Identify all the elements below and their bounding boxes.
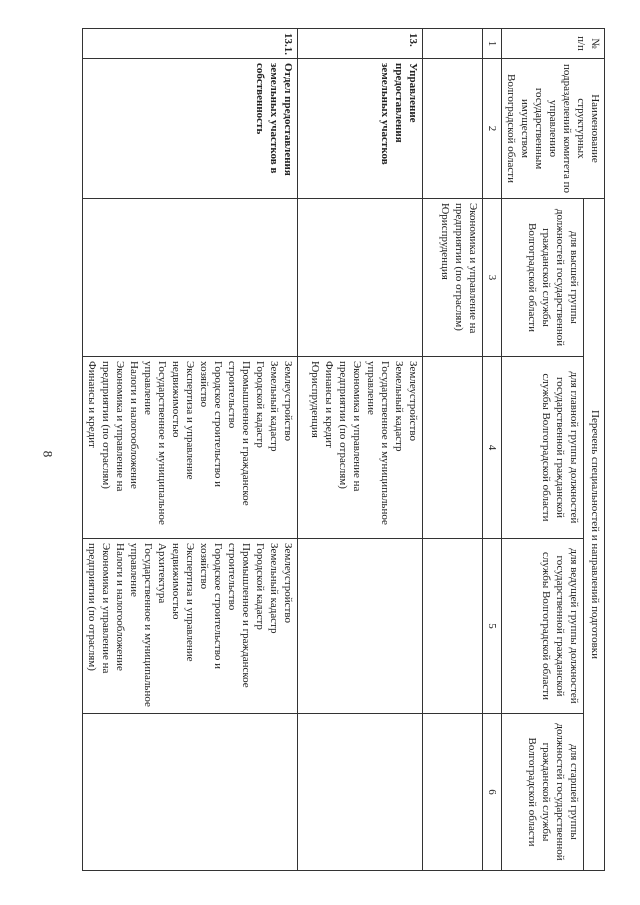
table-row (298, 29, 423, 871)
specialty-item: Финансы и кредит (323, 361, 335, 448)
specialty-item: Промышленное и гражданское строительство (226, 543, 252, 688)
column-number: 4 (483, 357, 502, 539)
specialty-item: Городской кадастр (254, 361, 266, 448)
specialty-item: Архитектура (156, 543, 168, 604)
header-specialty-list: Перечень специальностей и направлений подготовки (584, 199, 605, 871)
specialties-cell (83, 357, 298, 539)
specialty-item: Земельный кадастр (268, 543, 280, 634)
specialty-item: Налоги и налогообложение (128, 361, 140, 489)
table-cell (423, 29, 483, 59)
specialty-item: Экспертиза и управление недвижимостью (170, 543, 196, 662)
header-number: № п/п (502, 29, 605, 59)
table-cell (83, 199, 298, 357)
rotated-page (65, 28, 605, 870)
specialty-item: Экономика и управление на предприятии (по отраслям) (86, 543, 112, 674)
table-cell (423, 59, 483, 199)
header-senior-group: для старшей группы должностей государственной гражданской службы Волгоградской области (502, 714, 584, 871)
specialties-cell (298, 357, 423, 539)
column-number: 5 (483, 539, 502, 714)
row-number: 13. (298, 29, 423, 59)
specialty-item: Экономика и управление на предприятии (по отраслям) (453, 203, 479, 334)
table-row (423, 29, 483, 871)
specialty-item: Земельный кадастр (393, 361, 405, 452)
specialty-item: Городское строительство и хозяйство (198, 543, 224, 669)
specialty-item: Государственное и муниципальное управление (365, 361, 391, 525)
header-highest-group: для высшей группы должностей государственной гражданской службы Волгоградской области (502, 199, 584, 357)
row-number: 13.1. (83, 29, 298, 59)
table-row (83, 29, 298, 871)
table-cell (423, 539, 483, 714)
table-cell (83, 714, 298, 871)
subdivision-name: Управление предоставления земельных участков (298, 59, 423, 199)
table-cell (298, 539, 423, 714)
specialties-cell (423, 199, 483, 357)
specialty-item: Экономика и управление на предприятии (по отраслям) (337, 361, 363, 492)
specialty-item: Экспертиза и управление недвижимостью (170, 361, 196, 480)
specialty-item: Городской кадастр (254, 543, 266, 630)
specialty-item: Юриспруденция (309, 361, 321, 438)
specialty-item: Финансы и кредит (86, 361, 98, 448)
specialty-item: Землеустройство (282, 361, 294, 441)
specialty-item: Землеустройство (282, 543, 294, 623)
subdivision-name: Отдел предоставления земельных участков в собственность (83, 59, 298, 199)
specialties-cell (83, 539, 298, 714)
specialty-item: Юриспруденция (439, 203, 451, 280)
table-cell (298, 199, 423, 357)
column-number: 6 (483, 714, 502, 871)
column-number: 1 (483, 29, 502, 59)
specialty-item: Городское строительство и хозяйство (198, 361, 224, 487)
page-number: 8 (40, 450, 56, 458)
header-leading-group: для ведущей группы должностей государственной гражданской службы Волгоградской области (502, 539, 584, 714)
specialty-item: Промышленное и гражданское строительство (226, 361, 252, 506)
header-subdivision-name: Наименование структурных подразделений комитета по управлению государственным имуществом Волгоградской области (502, 59, 605, 199)
specialty-item: Государственное и муниципальное управление (128, 543, 154, 707)
specialty-item: Налоги и налогообложение (114, 543, 126, 671)
table-cell (423, 357, 483, 539)
specialty-item: Земельный кадастр (268, 361, 280, 452)
specialty-item: Государственное и муниципальное управление (142, 361, 168, 525)
table-cell (298, 714, 423, 871)
column-number: 2 (483, 59, 502, 199)
specialty-item: Землеустройство (407, 361, 419, 441)
specialties-table (82, 28, 605, 871)
table-cell (423, 714, 483, 871)
specialty-item: Экономика и управление на предприятии (по отраслям) (100, 361, 126, 492)
column-number: 3 (483, 199, 502, 357)
header-main-group: для главной группы должностей государственной гражданской службы Волгоградской области (502, 357, 584, 539)
